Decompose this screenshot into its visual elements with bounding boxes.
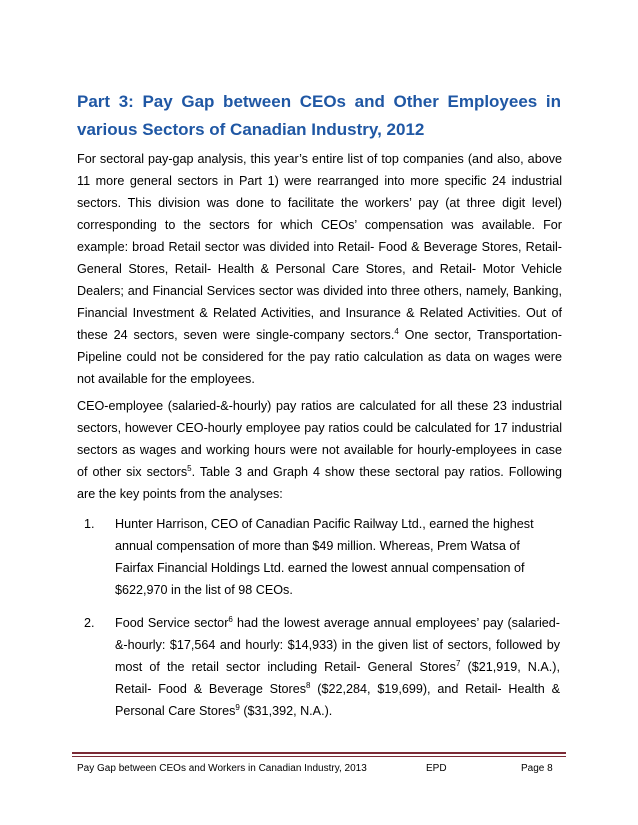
list-text-part: ($21,919, N.A.), Retail- Food & Beverage Stores [115,660,560,696]
list-text: Hunter Harrison, CEO of Canadian Pacific Railway Ltd., earned the highest annual compensation of more than $49 million. Whereas, Prem Watsa of Fairfax Financial Holdings Ltd. earned the lowest annual compensation of $622,970 in the list of 98 CEOs. [115,517,534,597]
paragraph-text: For sectoral pay-gap analysis, this year’s entire list of top companies (and also, above 11 more general sectors in Part 1) were rearranged into more specific 24 industrial sectors. This division was done to facilitate the workers’ pay (at three digit level) corresponding to the sectors for which CEOs’ compensation was available. For example: broad Retail sector was divided into Retail- Food & Beverage Stores, Retail-General Stores, Retail- Health & Personal Care Stores, and Retail- Motor Vehicle Dealers; and Financial Services sector was divided into three others, namely, Banking, Financial Investment & Related Activities, and Insurance & Related Activities. Out of these 24 sectors, seven were single-company sectors. [77,152,562,342]
paragraph-sector-analysis [77,148,562,390]
footer-divider [72,752,566,754]
paragraph-text: One sector, Transportation-Pipeline could not be considered for the pay ratio calculation as data on wages were not available for the employees. [77,328,562,386]
footnote-ref: 6 [228,614,233,624]
paragraph-pay-ratios [77,395,562,505]
footnote-ref: 8 [306,680,311,690]
list-text-part: Food Service sector [115,616,229,630]
list-text [115,612,560,722]
footnote-ref: 4 [394,326,399,336]
section-heading: Part 3: Pay Gap between CEOs and Other Employees in various Sectors of Canadian Industry, 2012 [77,92,561,139]
page-number: Page 8 [521,763,553,774]
footnote-ref: 9 [235,702,240,712]
footer-organization: EPD [426,763,447,774]
list-text-part: ($31,392, N.A.). [239,704,333,718]
footnote-ref: 5 [187,463,192,473]
list-number: 1. [84,517,95,531]
paragraph-text: CEO-employee (salaried-&-hourly) pay ratios are calculated for all these 23 industrial sectors, however CEO-hourly employee pay ratios could be calculated for 17 industrial sectors as wages and working hours were not available for hourly-employees in case of other six sectors [77,399,562,479]
list-text-part: ($22,284, $19,699), and Retail- Health & Personal Care Stores [115,682,560,718]
footnote-ref: 7 [455,658,461,668]
list-text-part: had the lowest average annual employees’ pay (salaried-&-hourly: $17,564 and hourly: $14,933) in the given list of sectors, followed by most of the retail sector including Retail- General Stores [115,616,560,674]
list-number: 2. [84,616,95,630]
footer-divider [72,756,566,757]
footer-title: Pay Gap between CEOs and Workers in Canadian Industry, 2013 [77,763,367,774]
paragraph-text: . Table 3 and Graph 4 show these sectoral pay ratios. Following are the key points from the analyses: [77,465,562,501]
